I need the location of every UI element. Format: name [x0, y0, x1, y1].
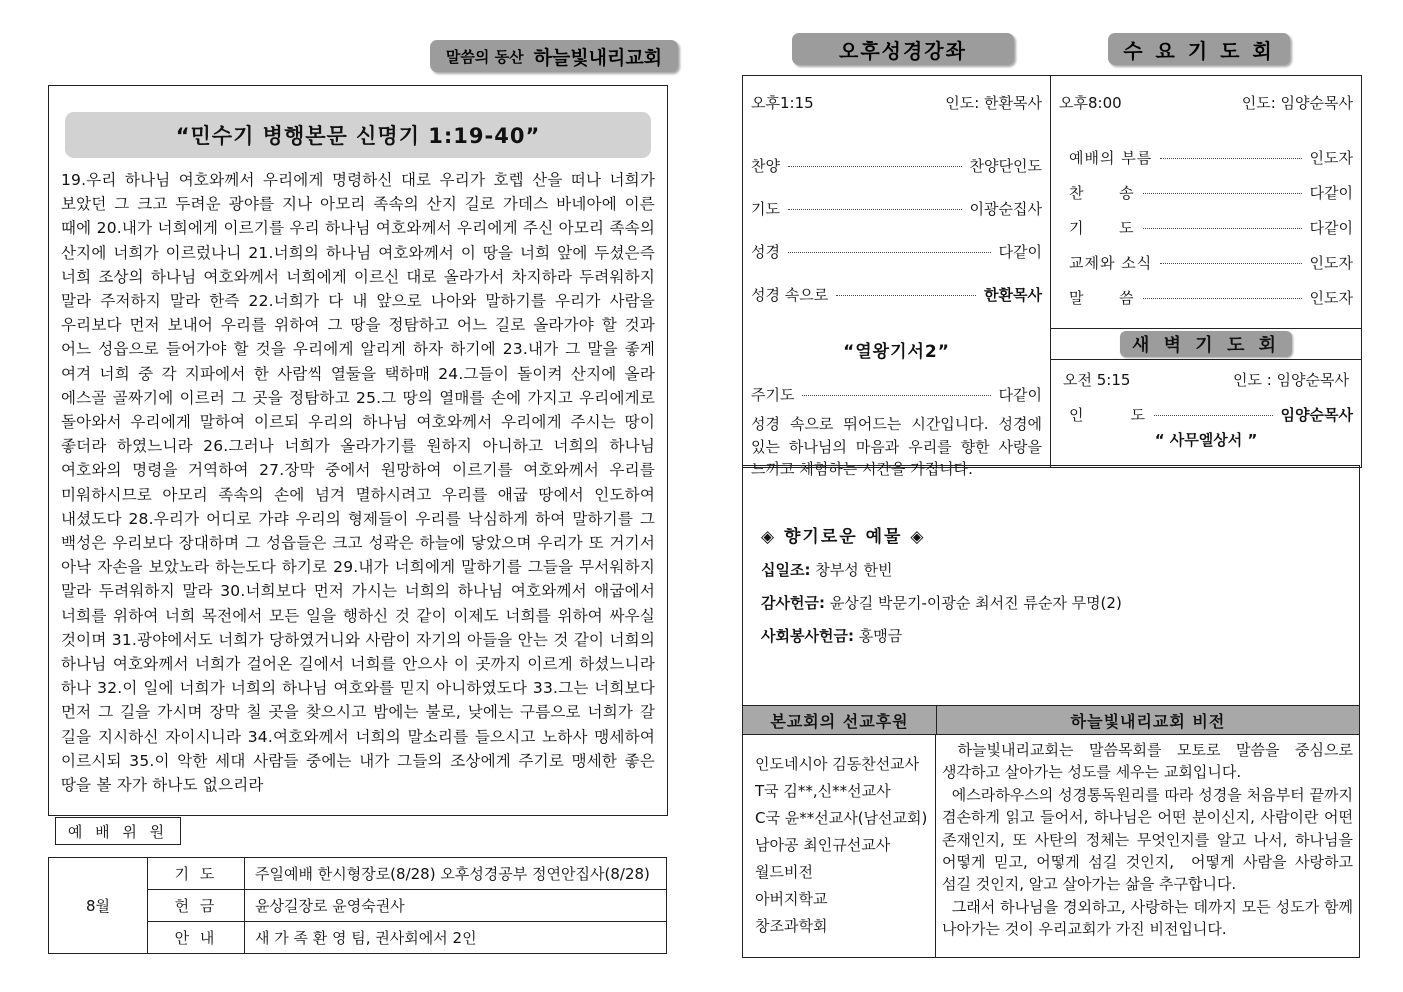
vision-header: 하늘빛내리교회 비전 — [1070, 711, 1226, 731]
service-orders-box — [742, 75, 1362, 478]
dawn-prayer-band — [1050, 328, 1362, 360]
list-item: 찬양 찬양단인도 — [751, 157, 1042, 175]
committee-value: 새 가 족 환 영 팀, 권사회에서 2인 — [245, 922, 667, 954]
dotted-leader — [1160, 263, 1301, 264]
list-item: 월드비전 — [755, 863, 813, 881]
dotted-leader — [1160, 158, 1301, 159]
lecture-subtitle: “열왕기서2” — [843, 342, 950, 362]
committee-role: 헌 금 — [148, 890, 245, 922]
lecture-leader: 인도: 한환목사 — [945, 94, 1042, 112]
wednesday-prayer-column — [1051, 76, 1361, 467]
list-item: 말 씀 인도자 — [1069, 289, 1353, 307]
header-badge-motto: 말씀의 동산 — [445, 47, 524, 66]
dotted-leader — [788, 209, 962, 210]
dotted-leader — [802, 395, 990, 396]
mission-vision-table — [742, 705, 1360, 958]
dawn-time: 오전 5:15 — [1063, 371, 1131, 389]
vision-paragraph: 그래서 하나님을 경외하고, 사랑하는 데까지 모든 성도가 함께 나아가는 것이 우리교회가 가진 비전입니다. — [942, 897, 1358, 939]
wednesday-prayer-badge: 수 요 기 도 회 — [1108, 33, 1290, 65]
committee-month: 8월 — [49, 858, 148, 954]
lecture-time-row — [751, 92, 1042, 113]
list-item: 창조과학회 — [755, 917, 828, 935]
list-item: 기 도 다같이 — [1069, 219, 1353, 237]
list-item: 인 도 임양순목사 — [1069, 406, 1353, 424]
table-body-row — [743, 735, 1359, 957]
committee-role: 기 도 — [148, 858, 245, 890]
lecture-time: 오후1:15 — [751, 94, 814, 112]
dotted-leader — [1143, 193, 1302, 194]
table-row — [49, 858, 667, 890]
dotted-leader — [788, 166, 962, 167]
vision-text — [936, 735, 1359, 957]
church-header-badge — [430, 40, 678, 72]
dotted-leader — [1143, 228, 1302, 229]
committee-value: 윤상길장로 윤영숙권사 — [245, 890, 667, 922]
wednesday-time-row — [1059, 92, 1353, 113]
wednesday-leader: 인도: 임양순목사 — [1241, 94, 1353, 112]
vision-paragraph: 하늘빛내리교회는 말씀목회를 모토로 말씀을 중심으로 생각하고 살아가는 성도를 세우는 교회입니다. — [942, 741, 1358, 782]
list-item: 감사헌금: 윤상길 박문기-이광순 최서진 류순자 무명(2) — [761, 594, 1122, 612]
header-badge-church-name: 하늘빛내리교회 — [533, 46, 663, 69]
dotted-leader — [1154, 415, 1272, 416]
list-item: 주기도 다같이 — [751, 386, 1042, 404]
worship-committee-table — [48, 857, 667, 954]
list-item: 예배의 부름 인도자 — [1069, 149, 1353, 167]
list-item: 사회봉사헌금: 홍맹금 — [761, 627, 903, 645]
list-item: 인도네시아 김동찬선교사 — [755, 755, 920, 773]
dawn-time-row — [1059, 369, 1353, 390]
list-item: C국 윤**선교사(남선교회) — [755, 809, 928, 827]
worship-committee-label: 예 배 위 원 — [55, 817, 181, 845]
wednesday-time: 오후8:00 — [1059, 94, 1122, 112]
afternoon-lecture-column — [743, 76, 1051, 478]
committee-role: 안 내 — [148, 922, 245, 954]
scripture-title: “민수기 병행본문 신명기 1:19-40” — [65, 112, 651, 158]
scripture-page — [48, 85, 668, 816]
list-item: 남아공 최인규선교사 — [755, 836, 891, 854]
dotted-leader — [836, 295, 976, 296]
list-item: 성경 다같이 — [751, 243, 1042, 261]
dotted-leader — [788, 252, 991, 253]
list-item: 십일조: 창부성 한빈 — [761, 561, 893, 579]
list-item: T국 김**,신**선교사 — [755, 782, 891, 800]
dawn-subtitle: “ 사무엘상서 ” — [1154, 431, 1258, 449]
list-item: 기도 이광순집사 — [751, 200, 1042, 218]
dawn-leader: 인도 : 임양순목사 — [1232, 371, 1349, 389]
offerings-title: ◈ 향기로운 예물 ◈ — [761, 527, 926, 547]
list-item: 교제와 소식 인도자 — [1069, 254, 1353, 272]
committee-value: 주일예배 한시형장로(8/28) 오후성경공부 정연안집사(8/28) — [245, 858, 667, 890]
dotted-leader — [1143, 298, 1302, 299]
dawn-prayer-section — [1051, 359, 1361, 450]
vision-paragraph: 에스라하우스의 성경통독원리를 따라 성경을 처음부터 끝까지 겸손하게 읽고 들어서, 하나님은 어떤 분이신지, 사람이란 어떤 존재인지, 또 사탄의 정체는 무엇인지를 알고 나서, 하나님을 어떻게 믿고, 어떻게 섬길 것인지, 어떻게 사람을 사랑하고 섬길 것인지, 알고 살아가는 삶을 추구합니다. — [942, 785, 1358, 894]
list-item: 성경 속으로 한환목사 — [751, 286, 1042, 304]
list-item: 아버지학교 — [755, 890, 828, 908]
mission-header: 본교회의 선교후원 — [743, 706, 937, 734]
mission-list — [743, 735, 936, 957]
lecture-description: 성경 속으로 뛰어드는 시간입니다. 성경에 있는 하나님의 마음과 우리를 향한 사랑을 느끼고 체험하는 시간을 가집니다. — [751, 415, 1042, 478]
list-item: 찬 송 다같이 — [1069, 184, 1353, 202]
dawn-prayer-badge: 새 벽 기 도 회 — [1120, 331, 1292, 357]
table-header-row — [743, 706, 1359, 735]
scripture-body: 19.우리 하나님 여호와께서 우리에게 명령하신 대로 우리가 호렙 산을 떠나 너희가 보았던 그 크고 두려운 광야를 지나 아모리 족속의 산지 길로 가데스 바네아에 이른 때에 20.내가 너희에게 이르기를 우리 하나님 여호와께서 우리에게 주신 아모리 족속의 산지에 너희가 이르렀나니 21.너희의 하나님 여호와께서 이 땅을 너희 앞에 두셨은즉 너희 조상의 하나님 여호와께서 너희에게 이르신 대로 올라가서 차지하라 두려워하지 말라 주저하지 말라 한즉 22.너희가 다 내 앞으로 나아와 말하기를 우리가 사람을 우리보다 먼저 보내어 우리를 위하여 그 땅을 정탐하고 어느 길로 올라가야 할 것과 어느 성읍으로 들어가야 할 것을 우리에게 알리게 하자 하기에 23.내가 그 말을 좋게 여겨 너희 중 각 지파에서 한 사람씩 열둘을 택하매 24.그들이 돌이켜 산지에 올라 에스골 골짜기에 이르러 그 곳을 정탐하고 25.그 땅의 열매를 손에 가지고 우리에게로 돌아와서 우리에게 말하여 이르되 우리의 하나님 여호와께서 우리에게 주시는 땅이 좋더라 하였느니라 26.그러나 너희가 올라가기를 원하지 아니하고 너희의 하나님 여호와의 명령을 거역하여 27.장막 중에서 원망하여 이르기를 여호와께서 우리를 미워하시므로 아모리 족속의 손에 넘겨 멸하시려고 우리를 애굽 땅에서 인도하여 내셨도다 28.우리가 어디로 가랴 우리의 형제들이 우리를 낙심하게 하여 말하기를 그 백성은 우리보다 장대하며 그 성읍들은 크고 성곽은 하늘에 닿았으며 우리가 또 거기서 아낙 자손을 보았노라 하는도다 하기로 29.내가 너희에게 말하기를 그들을 무서워하지 말라 두려워하지 말라 30.너희보다 먼저 가시는 너희의 하나님 여호와께서 애굽에서 너희를 위하여 너희 목전에서 모든 일을 행하신 것 같이 이제도 너희를 위하여 싸우실 것이며 31.광야에서도 너희가 당하였거니와 사람이 자기의 아들을 안는 것 같이 너희의 하나님 여호와께서 너희가 걸어온 길에서 너희를 안으사 이 곳까지 이르게 하셨느니라 하나 32.이 일에 너희가 너희의 하나님 여호와를 믿지 아니하였도다 33.그는 너희보다 먼저 그 길을 가시며 장막 칠 곳을 찾으시고 밤에는 불로, 낮에는 구름으로 너희가 갈 길을 지시하신 자이시니라 34.여호와께서 너희의 말소리를 들으시고 노하사 맹세하여 이르시되 35.이 악한 세대 사람들 중에는 내가 그들의 조상에게 주기로 맹세한 좋은 땅을 볼 자가 하나도 없으리라 — [61, 171, 655, 795]
offerings-section — [742, 465, 1360, 705]
afternoon-lecture-badge: 오후성경강좌 — [792, 33, 1014, 65]
